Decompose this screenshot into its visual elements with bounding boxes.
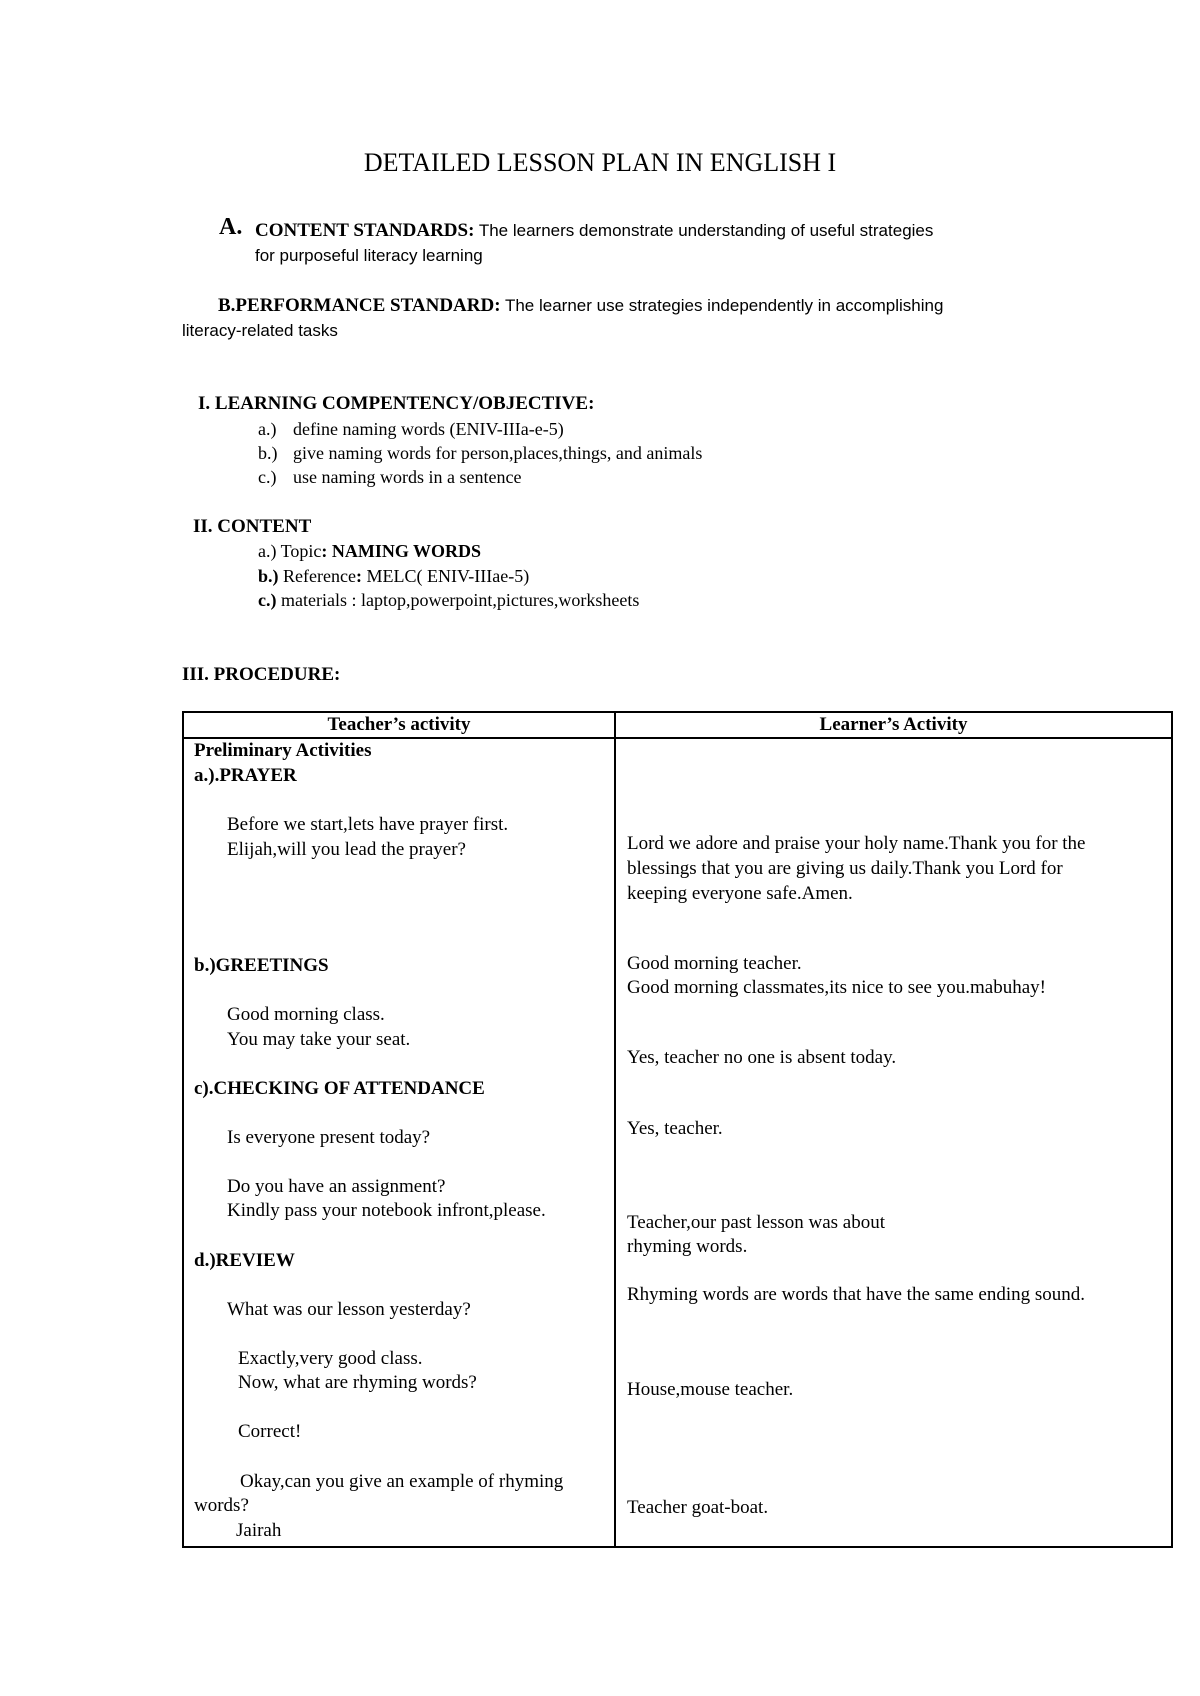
teacher-assign-1: Do you have an assignment? bbox=[227, 1176, 446, 1197]
content-standards-line-1 bbox=[255, 220, 933, 242]
performance-standard-text-1: The learner use strategies independently in accomplishing bbox=[500, 296, 944, 315]
learner-review-2: rhyming words. bbox=[627, 1236, 748, 1257]
prayer-heading: a.).PRAYER bbox=[194, 765, 297, 786]
teacher-review-4: Correct! bbox=[238, 1421, 302, 1442]
teacher-assign-2: Kindly pass your notebook infront,please. bbox=[227, 1200, 546, 1221]
reference-label: b.) bbox=[258, 566, 279, 586]
performance-standard-text-2: literacy-related tasks bbox=[182, 321, 338, 340]
teacher-greet-2: You may take your seat. bbox=[227, 1029, 411, 1050]
teacher-review-1: What was our lesson yesterday? bbox=[227, 1299, 471, 1320]
preliminary-heading: Preliminary Activities bbox=[194, 740, 372, 761]
learner-review-4: House,mouse teacher. bbox=[627, 1379, 794, 1400]
topic-separator: : bbox=[321, 541, 328, 561]
teacher-attend-1: Is everyone present today? bbox=[227, 1127, 431, 1148]
content-topic bbox=[258, 541, 481, 562]
topic-label: a.) Topic bbox=[258, 541, 322, 561]
greetings-heading: b.)GREETINGS bbox=[194, 955, 329, 976]
teacher-greet-1: Good morning class. bbox=[227, 1004, 385, 1025]
content-standards-label: CONTENT STANDARDS: bbox=[255, 220, 475, 241]
materials-text: materials : laptop,powerpoint,pictures,worksheets bbox=[276, 590, 640, 610]
reference-value: MELC( ENIV-IIIae-5) bbox=[361, 566, 530, 586]
teacher-prayer-1: Before we start,lets have prayer first. bbox=[227, 814, 509, 835]
learner-review-3: Rhyming words are words that have the same ending sound. bbox=[627, 1284, 1086, 1305]
review-heading: d.)REVIEW bbox=[194, 1250, 295, 1271]
learner-greet-2: Good morning classmates,its nice to see you.mabuhay! bbox=[627, 977, 1046, 998]
performance-standard-label: B.PERFORMANCE STANDARD: bbox=[218, 295, 501, 316]
objective-b-text: give naming words for person,places,things, and animals bbox=[293, 443, 703, 463]
learner-review-5: Teacher goat-boat. bbox=[627, 1497, 769, 1518]
teacher-column-header: Teacher’s activity bbox=[327, 714, 471, 735]
performance-standard-line-1 bbox=[218, 295, 943, 317]
objective-a-text: define naming words (ENIV-IIIa-e-5) bbox=[293, 419, 564, 439]
page-title: DETAILED LESSON PLAN IN ENGLISH I bbox=[363, 148, 837, 177]
teacher-review-7: Jairah bbox=[236, 1520, 282, 1541]
teacher-review-3: Now, what are rhyming words? bbox=[238, 1372, 477, 1393]
learner-assign-1: Yes, teacher. bbox=[627, 1118, 723, 1139]
objective-a-marker: a.) bbox=[258, 419, 277, 439]
teacher-prayer-2: Elijah,will you lead the prayer? bbox=[227, 839, 466, 860]
learner-prayer-1: Lord we adore and praise your holy name.Thank you for the bbox=[627, 833, 1086, 854]
section-a-marker: A. bbox=[219, 214, 243, 240]
teacher-review-6: words? bbox=[194, 1495, 249, 1516]
learner-attend-1: Yes, teacher no one is absent today. bbox=[627, 1047, 897, 1068]
column-divider bbox=[614, 713, 616, 1546]
materials-label: c.) bbox=[258, 590, 277, 610]
objective-b-marker: b.) bbox=[258, 443, 278, 463]
learner-review-1: Teacher,our past lesson was about bbox=[627, 1212, 886, 1233]
objective-c-marker: c.) bbox=[258, 467, 277, 487]
learner-greet-1: Good morning teacher. bbox=[627, 953, 802, 974]
learner-column-header: Learner’s Activity bbox=[819, 714, 968, 735]
content-reference bbox=[258, 566, 529, 587]
teacher-review-5: Okay,can you give an example of rhyming bbox=[240, 1471, 564, 1492]
reference-text: Reference bbox=[278, 566, 356, 586]
learner-prayer-3: keeping everyone safe.Amen. bbox=[627, 883, 853, 904]
teacher-review-2: Exactly,very good class. bbox=[238, 1348, 423, 1369]
procedure-table bbox=[182, 711, 1173, 1548]
content-standards-text-2: for purposeful literacy learning bbox=[255, 246, 483, 265]
attendance-heading: c).CHECKING OF ATTENDANCE bbox=[194, 1078, 485, 1099]
objective-c-text: use naming words in a sentence bbox=[293, 467, 522, 487]
objectives-heading: I. LEARNING COMPENTENCY/OBJECTIVE: bbox=[198, 393, 595, 414]
procedure-heading: III. PROCEDURE: bbox=[182, 664, 341, 685]
topic-value: NAMING WORDS bbox=[331, 541, 482, 561]
content-materials bbox=[258, 590, 639, 611]
reference-separator: : bbox=[355, 566, 362, 586]
learner-prayer-2: blessings that you are giving us daily.Thank you Lord for bbox=[627, 858, 1063, 879]
content-standards-text-1: The learners demonstrate understanding of useful strategies bbox=[474, 221, 934, 240]
content-heading: II. CONTENT bbox=[193, 516, 312, 537]
